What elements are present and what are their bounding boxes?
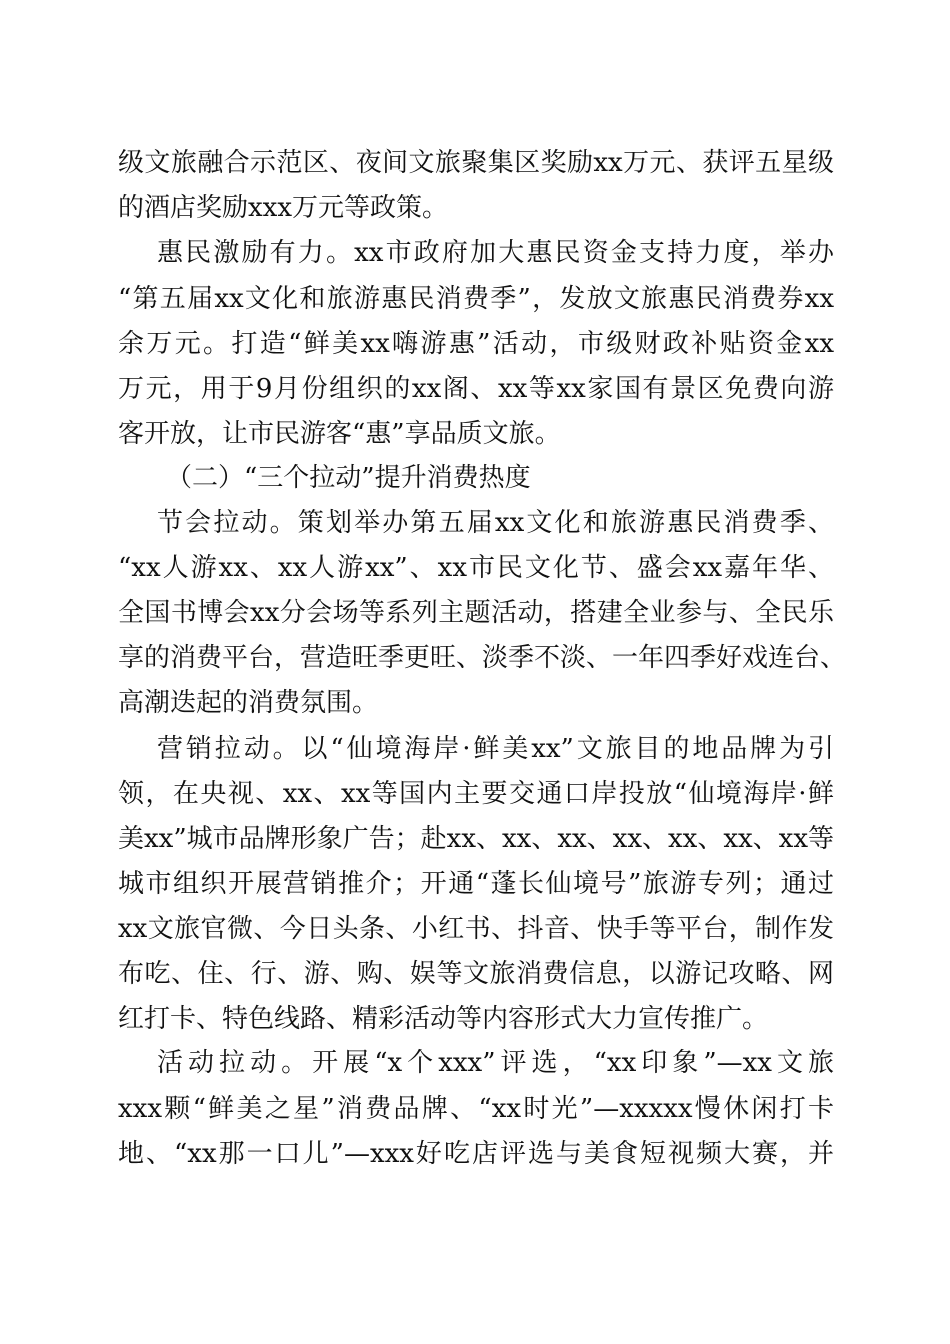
text-line: 高潮迭起的消费氛围。 xyxy=(118,688,379,718)
text-line: 活动拉动。开展“x个xxx”评选，“xx印象”—xx文旅 xyxy=(157,1048,834,1078)
text-line: 营销拉动。以“仙境海岸·鲜美xx”文旅目的地品牌为引 xyxy=(157,734,834,764)
text-line: xxx颗“鲜美之星”消费品牌、“xx时光”—xxxxx慢休闲打卡 xyxy=(118,1094,834,1124)
text-line: 客开放，让市民游客“惠”享品质文旅。 xyxy=(118,419,561,449)
text-line: 地、“xx那一口儿”—xxx好吃店评选与美食短视频大赛，并 xyxy=(118,1139,834,1169)
text-line: “xx人游xx、xx人游xx”、xx市民文化节、盛会xx嘉年华、 xyxy=(118,553,834,583)
text-line: 级文旅融合示范区、夜间文旅聚集区奖励xx万元、获评五星级 xyxy=(118,148,834,178)
text-line: 城市组织开展营销推介；开通“蓬长仙境号”旅游专列；通过 xyxy=(118,869,834,899)
text-line: 领，在央视、xx、xx等国内主要交通口岸投放“仙境海岸·鲜 xyxy=(118,779,834,809)
text-line: 余万元。打造“鲜美xx嗨游惠”活动，市级财政补贴资金xx xyxy=(118,329,834,359)
section-heading: （二）“三个拉动”提升消费热度 xyxy=(166,463,531,493)
text-line: 享的消费平台，营造旺季更旺、淡季不淡、一年四季好戏连台、 xyxy=(118,643,847,673)
text-line: “第五届xx文化和旅游惠民消费季”，发放文旅惠民消费券xx xyxy=(118,284,834,314)
text-line: 美xx”城市品牌形象广告；赴xx、xx、xx、xx、xx、xx、xx等 xyxy=(118,824,834,854)
text-line: 惠民激励有力。xx市政府加大惠民资金支持力度，举办 xyxy=(157,238,834,268)
text-line: xx文旅官微、今日头条、小红书、抖音、快手等平台，制作发 xyxy=(118,914,834,944)
text-line: 布吃、住、行、游、购、娱等文旅消费信息，以游记攻略、网 xyxy=(118,959,834,989)
text-line: 全国书博会xx分会场等系列主题活动，搭建全业参与、全民乐 xyxy=(118,598,834,628)
text-line: 红打卡、特色线路、精彩活动等内容形式大力宣传推广。 xyxy=(118,1004,769,1034)
text-line: 的酒店奖励xxx万元等政策。 xyxy=(118,193,448,223)
text-line: 万元，用于9月份组织的xx阁、xx等xx家国有景区免费向游 xyxy=(118,374,834,404)
text-line: 节会拉动。策划举办第五届xx文化和旅游惠民消费季、 xyxy=(157,508,834,538)
